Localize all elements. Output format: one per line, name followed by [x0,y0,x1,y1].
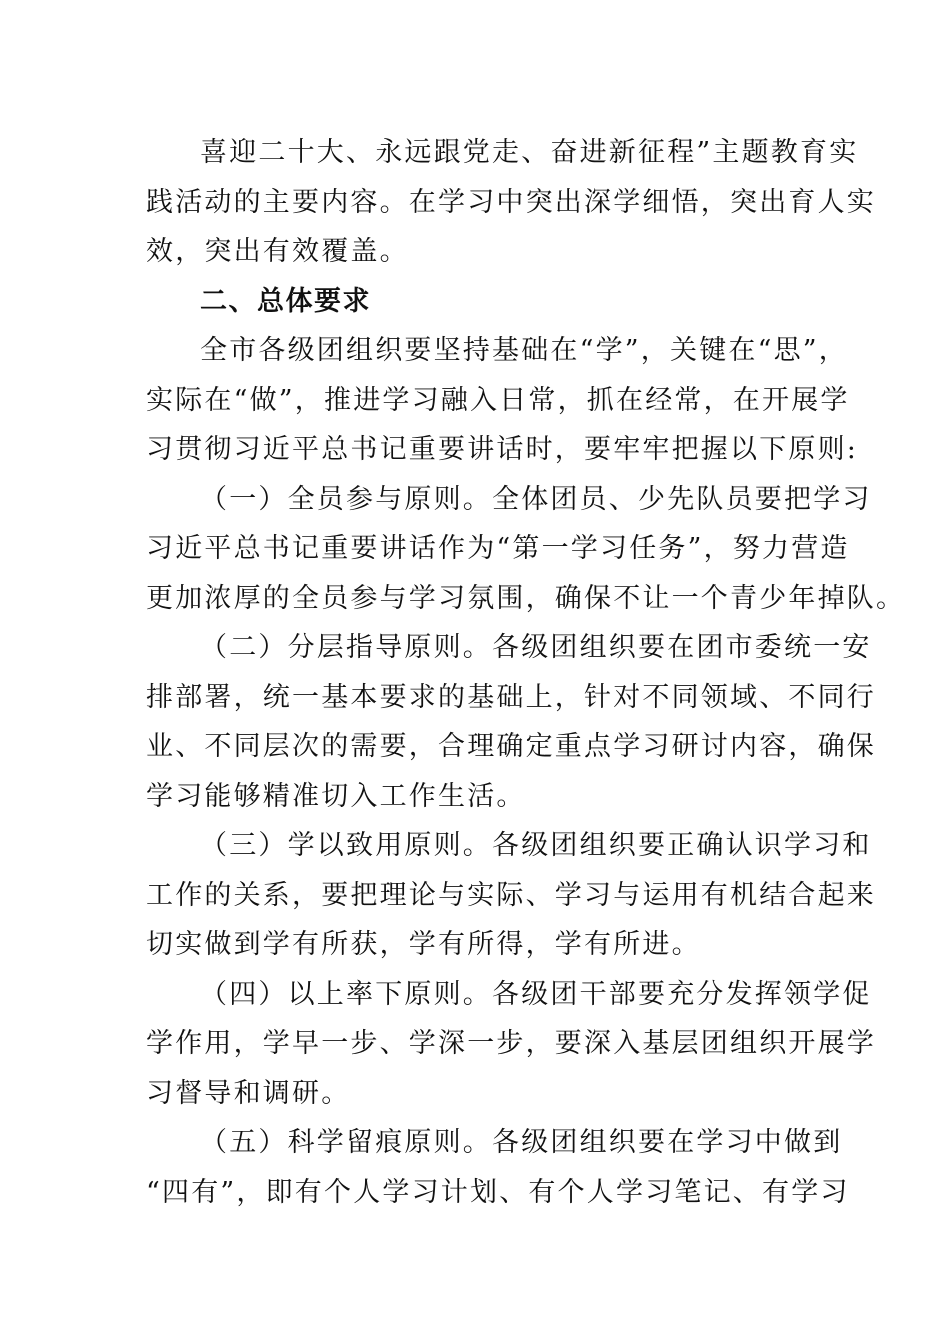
paragraph-requirements-line-3: 习贯彻习近平总书记重要讲话时，要牢牢把握以下原则: [146,434,859,465]
principle-3-line-1: （三）学以致用原则。各级团组织要正确认识学习和 [200,830,872,861]
principle-2-line-1: （二）分层指导原则。各级团组织要在团市委统一安 [200,632,872,663]
paragraph-intro-line-2: 践活动的主要内容。在学习中突出深学细悟，突出育人实 [146,186,876,218]
paragraph-intro-line-3: 效，突出有效覆盖。 [146,236,409,267]
principle-1-line-1: （一）全员参与原则。全体团员、少先队员要把学习 [200,483,872,515]
section-heading-general-requirements: 二、总体要求 [200,285,371,317]
principle-1-line-3: 更加浓厚的全员参与学习氛围，确保不让一个青少年掉队。 [146,582,906,614]
principle-2-line-3: 业、不同层次的需要，合理确定重点学习研讨内容，确保 [146,731,876,762]
principle-1-line-2: 习近平总书记重要讲话作为“第一学习任务”，努力营造 [146,533,850,564]
principle-3-line-3: 切实做到学有所获，学有所得，学有所进。 [146,929,701,960]
principle-5-line-1: （五）科学留痕原则。各级团组织要在学习中做到 [200,1127,843,1158]
document-body [146,128,906,1217]
principle-4-line-1: （四）以上率下原则。各级团干部要充分发挥领学促 [200,978,872,1010]
principle-2-line-2: 排部署，统一基本要求的基础上，针对不同领域、不同行 [146,681,876,713]
principle-2-line-4: 学习能够精准切入工作生活。 [146,780,526,812]
paragraph-intro-line-1: 喜迎二十大、永远跟党走、奋进新征程”主题教育实 [200,137,859,168]
principle-5-line-2: “四有”，即有个人学习计划、有个人学习笔记、有学习 [146,1176,850,1208]
paragraph-requirements-line-2: 实际在“做”，推进学习融入日常，抓在经常，在开展学 [146,384,850,416]
principle-3-line-2: 工作的关系，要把理论与实际、学习与运用有机结合起来 [146,879,876,911]
principle-4-line-2: 学作用，学早一步、学深一步，要深入基层团组织开展学 [146,1028,876,1059]
principle-4-line-3: 习督导和调研。 [146,1077,351,1109]
paragraph-requirements-line-1: 全市各级团组织要坚持基础在“学”，关键在“思”， [200,335,849,366]
